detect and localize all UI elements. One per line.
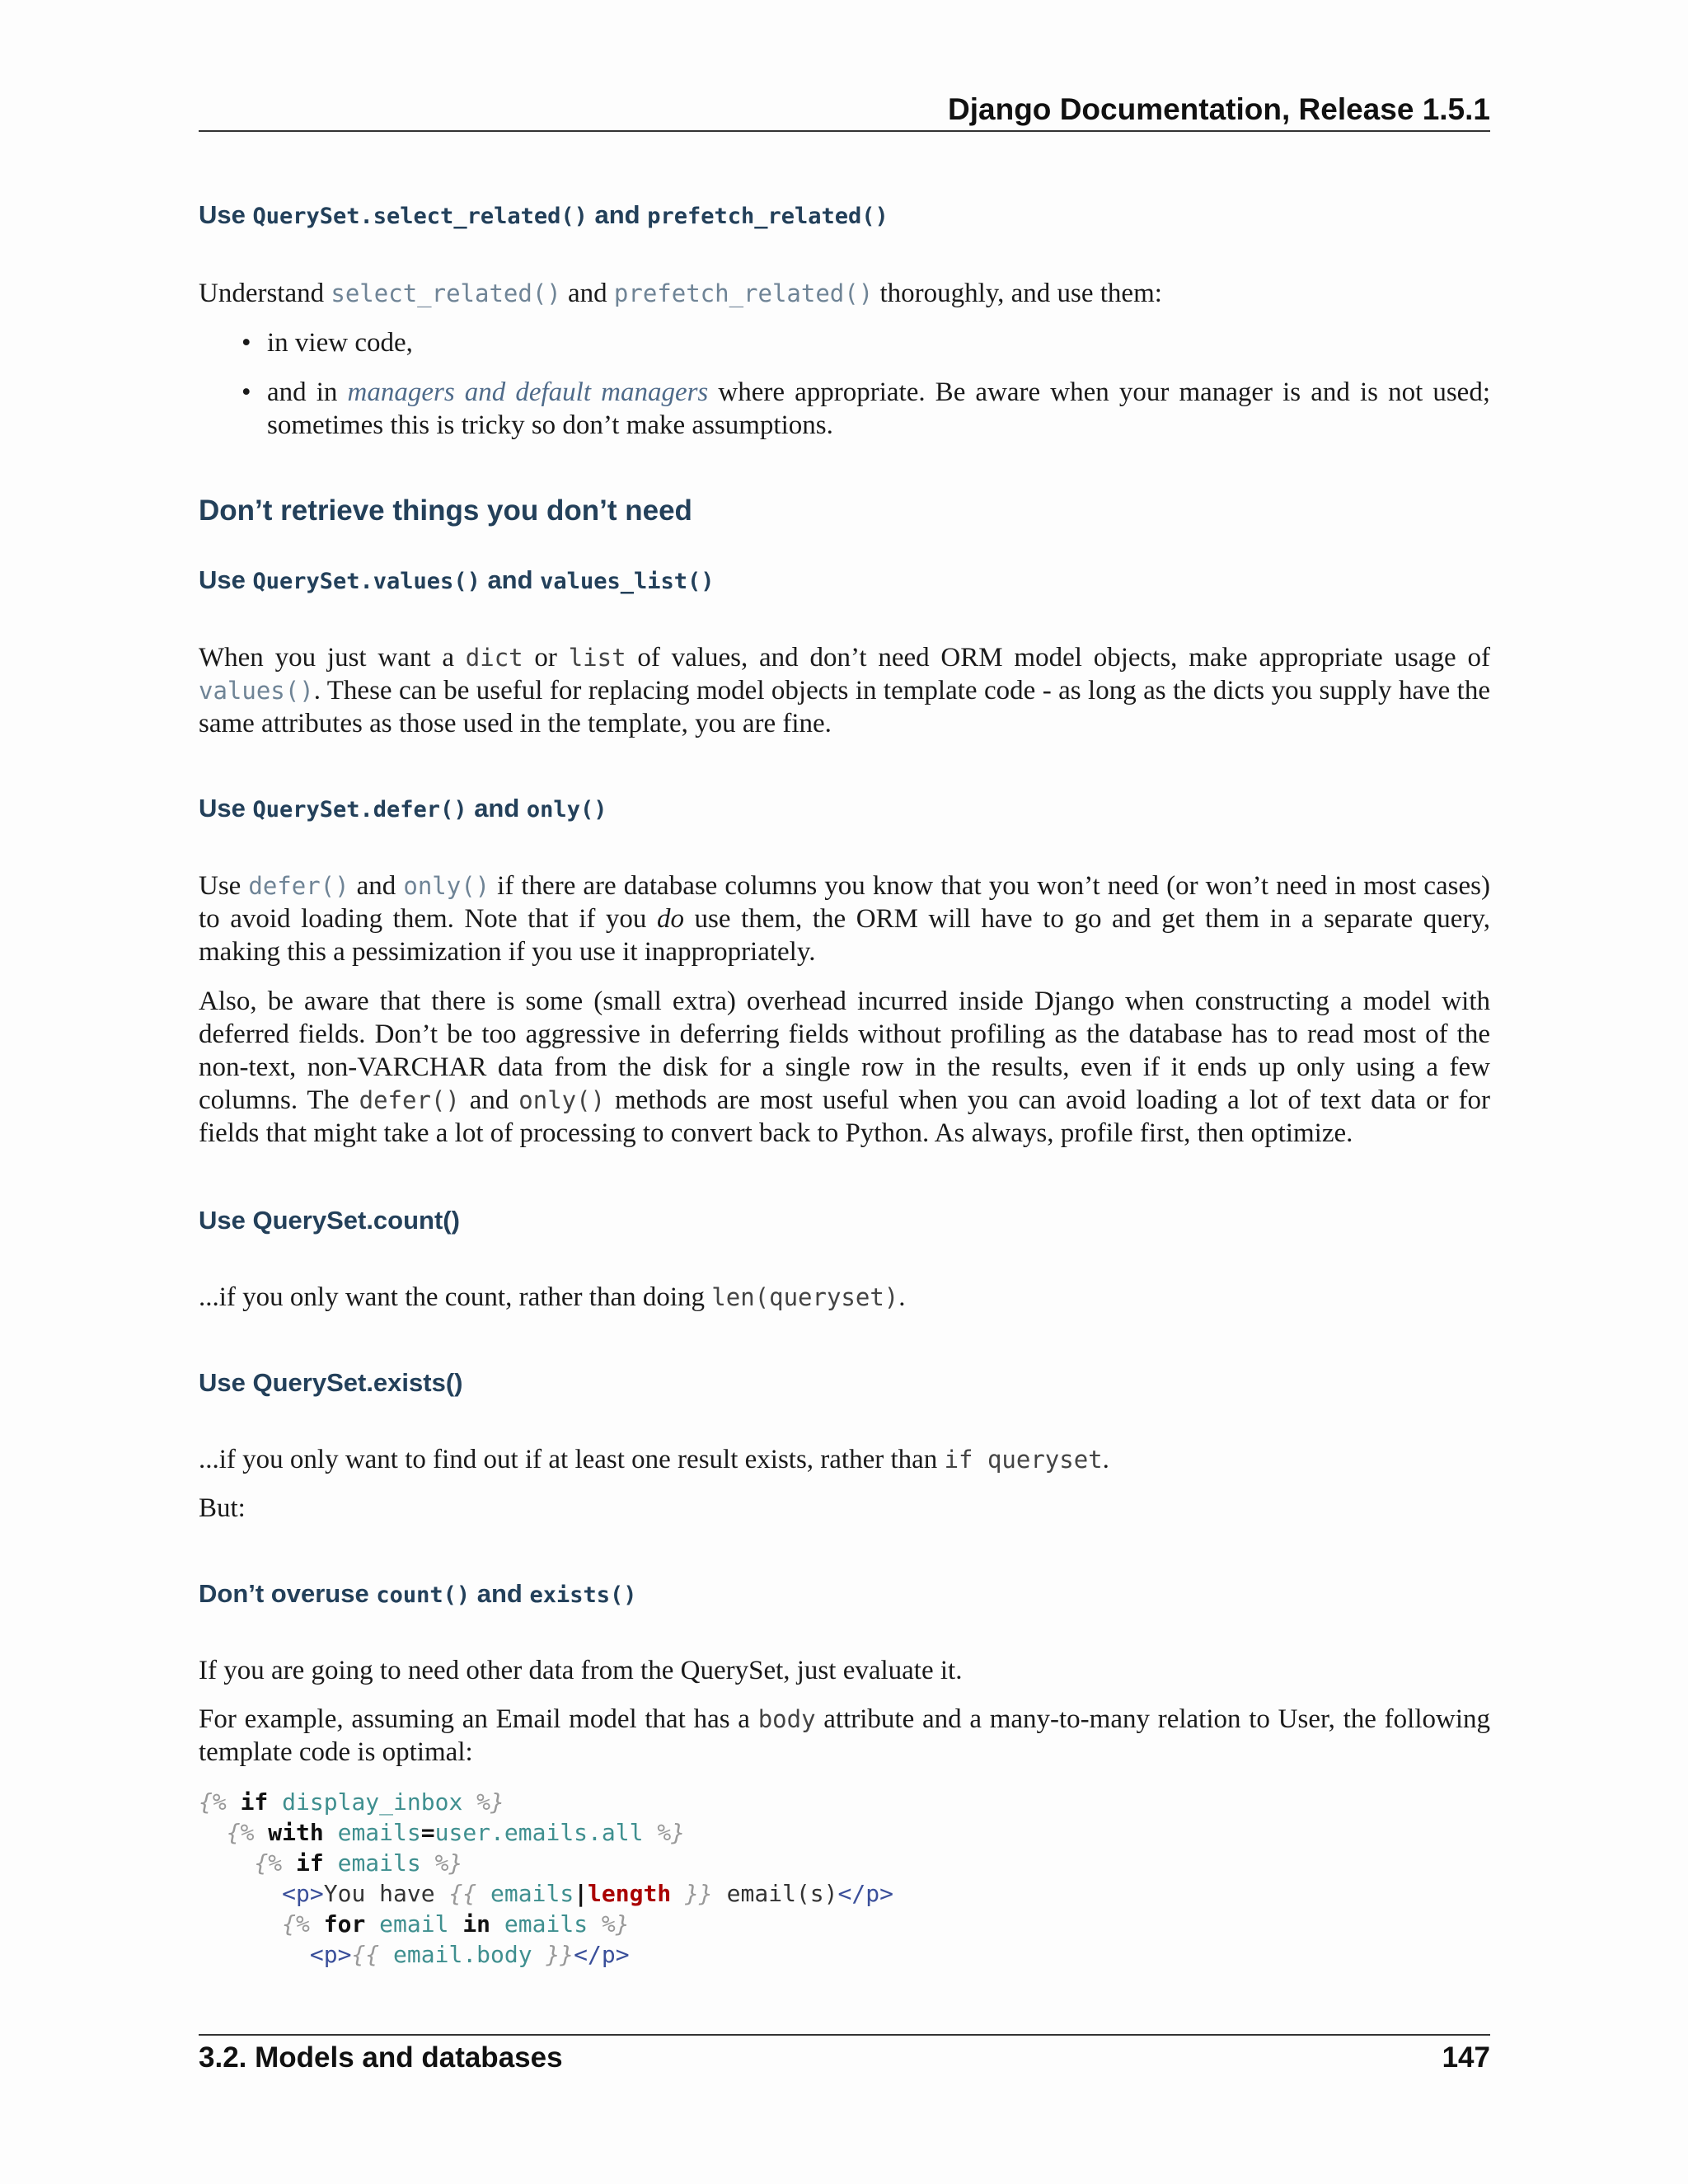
paragraph-but: But: — [199, 1493, 246, 1523]
running-header: Django Documentation, Release 1.5.1 — [948, 92, 1490, 126]
paragraph-defer-2: Also, be aware that there is some (small extra) overhead incurred inside Django when constructing a model with deferred fields. Don’t be too aggressive in deferring fields without profiling as the database has to read most of the non-text, non-VARCHAR data from the disk for a single row in the results, even if it ends up only using a few columns. The defer() and only() methods are most useful when you can avoid loading a lot of text data or for fields that might take a lot of processing to convert back to Python. As always, profile first, then optimize. — [199, 987, 1490, 1148]
list-item: • in view code, — [199, 326, 1490, 359]
link-only[interactable]: only() — [403, 872, 490, 900]
header-rule — [199, 130, 1490, 132]
footer-section-title: 3.2. Models and databases — [199, 2041, 563, 2074]
heading-select-related: Use QuerySet.select_related() and prefetch_related() — [199, 200, 889, 229]
paragraph-exists: ...if you only want to find out if at least one result exists, rather than if queryset. — [199, 1445, 1109, 1474]
list-item: • and in managers and default managers where appropriate. Be aware when your manager is and is not used; sometimes this is tricky so don’t make assumptions. — [199, 376, 1490, 442]
paragraph-select-related: Understand select_related() and prefetch_related() thoroughly, and use them: — [199, 279, 1162, 308]
heading-values: Use QuerySet.values() and values_list() — [199, 565, 715, 594]
code-block: {% if display_inbox %} {% with emails=user.emails.all %} {% if emails %} <p>You have {{ emails|length }} email(s)</p> {% for email in emails %} <p>{{ email.body }}</p> — [199, 1788, 893, 1968]
heading-count: Use QuerySet.count() — [199, 1206, 460, 1235]
footer-rule — [199, 2034, 1490, 2036]
link-managers[interactable]: managers and default managers — [347, 377, 709, 407]
link-values[interactable]: values() — [199, 677, 314, 705]
link-prefetch-related[interactable]: prefetch_related() — [613, 279, 874, 307]
link-select-related[interactable]: select_related() — [331, 279, 561, 307]
link-defer[interactable]: defer() — [248, 872, 349, 900]
paragraph-defer-1: Use defer() and only() if there are database columns you know that you won’t need (or won’t need in most cases) to avoid loading them. Note that if you do use them, the ORM will have to go and get them in a separate query, making this a pessimization if you use it inappropriately. — [199, 871, 1490, 967]
heading-dont-retrieve: Don’t retrieve things you don’t need — [199, 494, 692, 527]
paragraph-values: When you just want a dict or list of values, and don’t need ORM model objects, make appropriate usage of values(). These can be useful for replacing model objects in template code - as long as the dicts you supply have the same attributes as those used in the template, you are fine. — [199, 643, 1490, 738]
bullet-list — [199, 326, 1490, 458]
paragraph-overuse-1: If you are going to need other data from the QuerySet, just evaluate it. — [199, 1656, 963, 1685]
heading-exists: Use QuerySet.exists() — [199, 1368, 463, 1397]
paragraph-overuse-2: For example, assuming an Email model that has a body attribute and a many-to-many relation to User, the following template code is optimal: — [199, 1704, 1490, 1767]
heading-overuse: Don’t overuse count() and exists() — [199, 1579, 637, 1608]
page-number: 147 — [1442, 2041, 1490, 2074]
heading-defer: Use QuerySet.defer() and only() — [199, 794, 607, 823]
document-page — [199, 0, 1490, 2184]
paragraph-count: ...if you only want the count, rather than doing len(queryset). — [199, 1282, 906, 1312]
